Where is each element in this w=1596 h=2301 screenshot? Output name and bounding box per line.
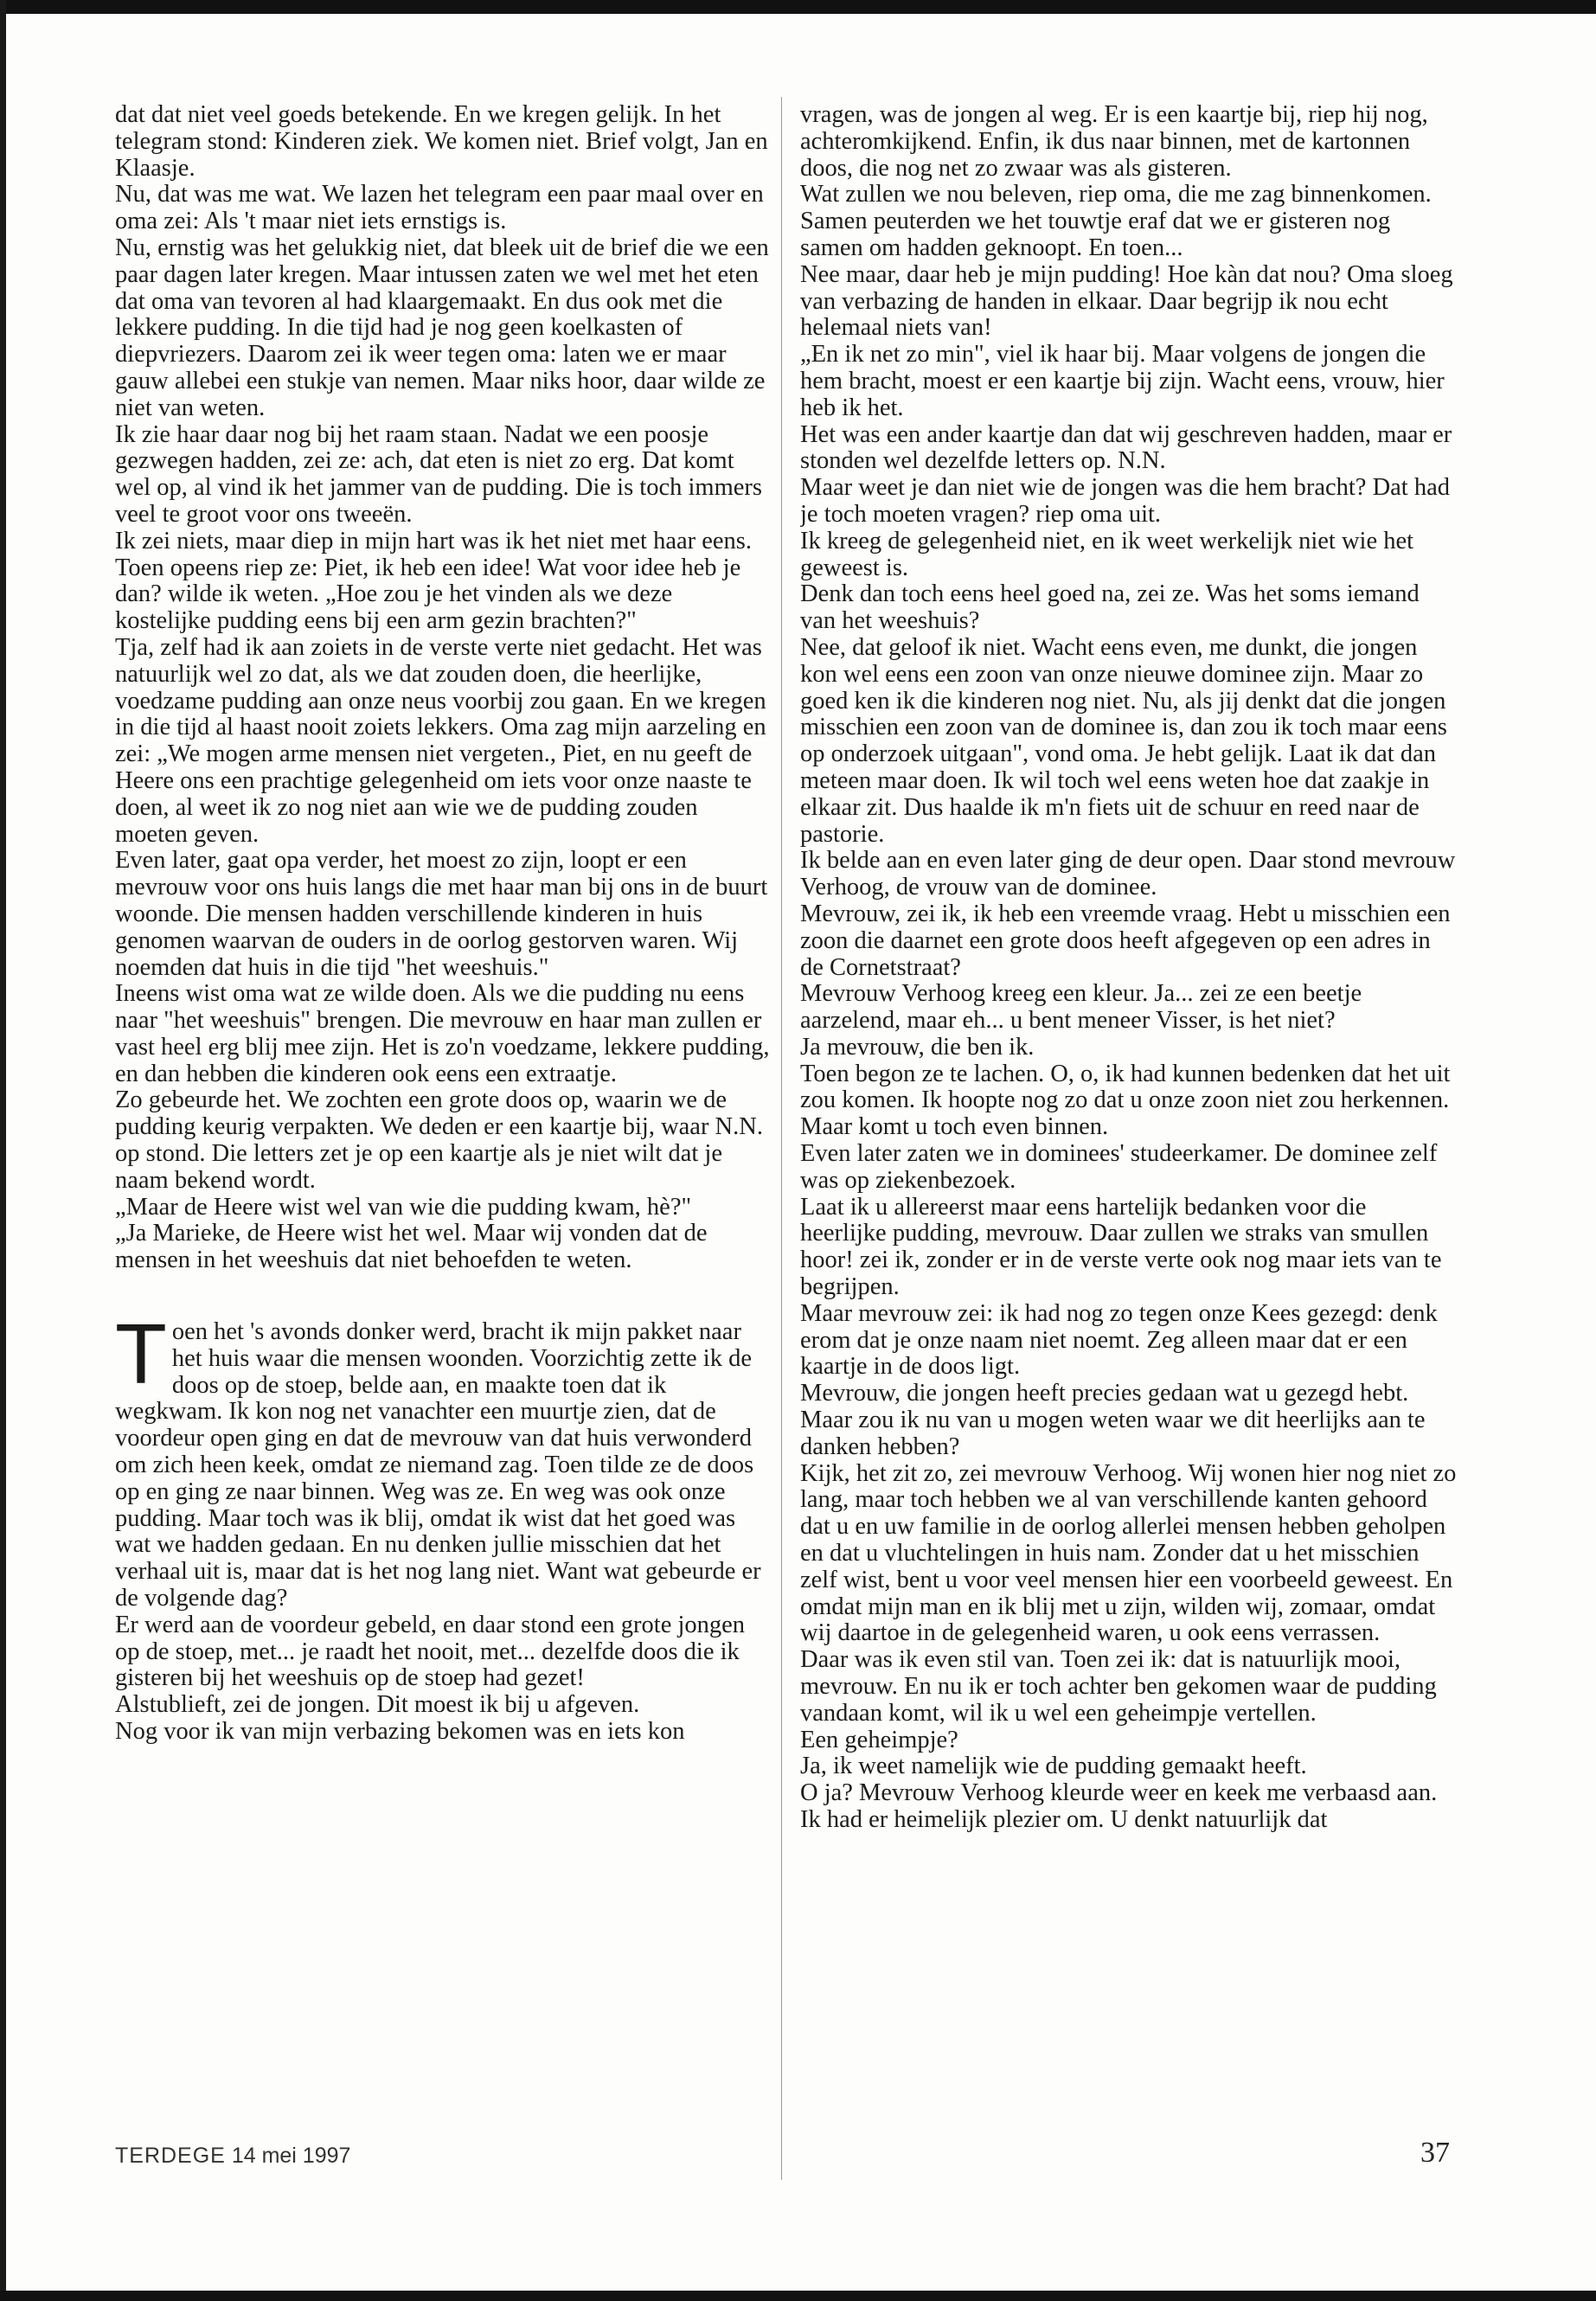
paragraph: Denk dan toch eens heel goed na, zei ze. Was het soms iemand van het weeshuis? <box>800 580 1420 635</box>
paragraph: vragen, was de jongen al weg. Er is een kaartje bij, riep hij nog, achteromkijkend. Enfin, ik dus naar binnen, met de kartonnen doos, die nog net zo zwaar was als gisteren. <box>800 102 1428 182</box>
scan-border-bottom <box>0 2291 1596 2301</box>
paragraph: Ja, ik weet namelijk wie de pudding gemaakt heeft. <box>800 1753 1307 1780</box>
paragraph: Tja, zelf had ik aan zoiets in de verste verte niet gedacht. Het was natuurlijk wel zo dat, als we dat zouden doen, die heerlijke, voedzame pudding aan onze neus voorbij zou gaan. En we kregen in die tijd al haast nooit zoiets lekkers. Oma zag mijn aarzeling en zei: „We mogen arme mensen niet vergeten., Piet, en nu geeft de Heere ons een prachtige gelegenheid om iets voor onze naaste te doen, al weet ik zo nog niet aan wie we de pudding zouden moeten geven. <box>115 633 766 848</box>
paragraph: Nu, ernstig was het gelukkig niet, dat bleek uit de brief die we een paar dagen later kregen. Maar intussen zaten we wel met het eten dat oma van tevoren al had klaargemaakt. En dus ook met die lekkere pudding. In die tijd had je nog geen koelkasten of diepvriezers. Daarom zei ik weer tegen oma: laten we er maar gauw allebei een stukje van nemen. Maar niks hoor, daar wilde ze niet van weten. <box>115 234 769 421</box>
paragraph: dat dat niet veel goeds betekende. En we kregen gelijk. In het telegram stond: Kinderen ziek. We komen niet. Brief volgt, Jan en Klaasje. <box>115 102 768 182</box>
drop-cap: T <box>115 1306 167 1402</box>
paragraph-with-dropcap <box>115 1306 772 1612</box>
paragraph: Zo gebeurde het. We zochten een grote doos op, waarin we de pudding keurig verpakten. We deden er een kaartje bij, waar N.N. op stond. Die letters zet je op een kaartje als je niet wilt dat je naam bekend wordt. <box>115 1086 763 1194</box>
paragraph: Nu, dat was me wat. We lazen het telegram een paar maal over en oma zei: Als 't maar niet iets ernstigs is. <box>115 181 764 235</box>
paragraph: Nee maar, daar heb je mijn pudding! Hoe kàn dat nou? Oma sloeg van verbazing de handen in elkaar. Daar begrijp ik nou echt helemaal niets van! <box>800 260 1453 342</box>
paragraph: Ja mevrouw, die ben ik. <box>800 1033 1035 1061</box>
paragraph: Maar mevrouw zei: ik had nog zo tegen onze Kees gezegd: denk erom dat je onze naam niet noemt. Zeg alleen maar dat er een kaartje in de doos ligt. <box>800 1299 1438 1381</box>
paragraph: Ineens wist oma wat ze wilde doen. Als we die pudding nu eens naar "het weeshuis" brengen. Die mevrouw en haar man zullen er vast heel erg blij mee zijn. Het is zo'n voedzame, lekkere pudding, en dan hebben die kinderen ook eens een extraatje. <box>115 980 770 1087</box>
paragraph: Nee, dat geloof ik niet. Wacht eens even, me dunkt, die jongen kon wel eens een zoon van onze nieuwe dominee zijn. Maar zo goed ken ik die kinderen nog niet. Nu, als jij denkt dat die jongen misschien een zoon van de dominee is, dan zou ik toch maar eens op onderzoek uitgaan", vond oma. Je hebt gelijk. Laat ik dat dan meteen maar doen. Ik wil toch wel eens weten hoe dat zaakje in elkaar zit. Dus haalde ik m'n fiets uit de schuur en reed naar de pastorie. <box>800 633 1447 848</box>
paragraph: Laat ik u allereerst maar eens hartelijk bedanken voor die heerlijke pudding, mevrouw. Daar zullen we straks van smullen hoor! zei ik, zonder er in de verste verte ook nog maar iets van te begrijpen. <box>800 1193 1442 1301</box>
paragraph: Er werd aan de voordeur gebeld, en daar stond een grote jongen op de stoep, met... je raadt het nooit, met... dezelfde doos die ik gisteren bij het weeshuis op de stoep had gezet! <box>115 1611 746 1692</box>
paragraph: Maar weet je dan niet wie de jongen was die hem bracht? Dat had je toch moeten vragen? riep oma uit. <box>800 474 1450 528</box>
page-number: 37 <box>1420 2137 1450 2169</box>
paragraph: Mevrouw Verhoog kreeg een kleur. Ja... zei ze een beetje aarzelend, maar eh... u bent meneer Visser, is het niet? <box>800 980 1362 1035</box>
paragraph: Mevrouw, die jongen heeft precies gedaan wat u gezegd hebt. Maar zou ik nu van u mogen weten waar we dit heerlijks aan te danken hebben? <box>800 1380 1426 1460</box>
paragraph: Ik kreeg de gelegenheid niet, en ik weet werkelijk niet wie het geweest is. <box>800 527 1414 581</box>
paragraph: Kijk, het zit zo, zei mevrouw Verhoog. Wij wonen hier nog niet zo lang, maar toch hebben we al van verschillende kanten gehoord dat u en uw familie in de oorlog allerlei mensen hebben geholpen en dat u vluchtelingen in huis nam. Zonder dat u het misschien zelf wist, bent u voor veel mensen hier een voorbeeld geweest. En omdat mijn man en ik blij met u zijn, wilden wij, zomaar, omdat wij daartoe in de gelegenheid waren, u ook eens verrassen. <box>800 1459 1457 1647</box>
paragraph: Het was een ander kaartje dan dat wij geschreven hadden, maar er stonden wel dezelfde letters op. N.N. <box>800 420 1452 475</box>
paragraph: Mevrouw, zei ik, ik heb een vreemde vraag. Hebt u misschien een zoon die daarnet een grote doos heeft afgegeven op een adres in de Cornetstraat? <box>800 900 1451 981</box>
paragraph: Ik belde aan en even later ging de deur open. Daar stond mevrouw Verhoog, de vrouw van de dominee. <box>800 847 1456 901</box>
paragraph: Daar was ik even stil van. Toen zei ik: dat is natuurlijk mooi, mevrouw. En nu ik er toch achter ben gekomen waar de pudding vandaan komt, wil ik u wel een geheimpje vertellen. <box>800 1646 1437 1727</box>
paragraph-text: oen het 's avonds donker werd, bracht ik mijn pakket naar het huis waar die mensen woonden. Voorzichtig zette ik de doos op de stoep, belde aan, en maakte toen dat ik wegkwam. Ik kon nog net vanachter een muurtje zien, dat de voordeur open ging en dat de mevrouw van dat huis verwonderd om zich heen keek, omdat ze niemand zag. Toen tilde ze de doos op en ging ze naar binnen. Weg was ze. En weg was ook onze pudding. Maar toch was ik blij, omdat ik wist dat het goed was wat we hadden gedaan. En nu denken jullie misschien dat het verhaal uit is, maar dat is het nog lang niet. Want wat gebeurde er de volgende dag? <box>115 1318 761 1612</box>
paragraph: Even later, gaat opa verder, het moest zo zijn, loopt er een mevrouw voor ons huis langs die met haar man bij ons in de buurt woonde. Die mensen hadden verschillende kinderen in huis genomen waarvan de ouders in de oorlog gestorven waren. Wij noemden dat huis in die tijd "het weeshuis." <box>115 847 768 981</box>
paragraph: Wat zullen we nou beleven, riep oma, die me zag binnenkomen. Samen peuterden we het touwtje eraf dat we er gisteren nog samen om hadden geknoopt. En toen... <box>800 181 1432 261</box>
right-column <box>800 102 1458 2161</box>
paragraph: „Ja Marieke, de Heere wist het wel. Maar wij vonden dat de mensen in het weeshuis dat niet behoefden te weten. <box>115 1220 708 1274</box>
paragraph: Even later zaten we in dominees' studeerkamer. De dominee zelf was op ziekenbezoek. <box>800 1140 1438 1194</box>
paragraph: Ik zei niets, maar diep in mijn hart was ik het niet met haar eens. Toen opeens riep ze: Piet, ik heb een idee! Wat voor idee heb je dan? wilde ik weten. „Hoe zou je het vinden als we deze kostelijke pudding eens bij een arm gezin brachten?" <box>115 527 753 635</box>
paragraph: Een geheimpje? <box>800 1726 958 1753</box>
scan-border-top <box>0 0 1596 14</box>
footer-publication <box>115 2144 350 2169</box>
issue-date: 14 mei 1997 <box>231 2144 351 2168</box>
paragraph: „En ik net zo min", viel ik haar bij. Maar volgens de jongen die hem bracht, moest er een kaartje bij zijn. Wacht eens, vrouw, hier heb ik het. <box>800 341 1445 421</box>
paragraph: Nog voor ik van mijn verbazing bekomen was en iets kon <box>115 1718 685 1746</box>
section-break <box>115 1274 772 1319</box>
paragraph: Toen begon ze te lachen. O, o, ik had kunnen bedenken dat het uit zou komen. Ik hoopte nog zo dat u onze zoon niet zou herkennen. Maar komt u toch even binnen. <box>800 1060 1451 1141</box>
paragraph: Ik zie haar daar nog bij het raam staan. Nadat we een poosje gezwegen hadden, zei ze: ach, dat eten is niet zo erg. Dat komt wel op, al vind ik het jammer van de pudding. Die is toch immers veel te groot voor ons tweeën. <box>115 420 762 528</box>
scan-border-left <box>0 0 6 2301</box>
paragraph: Alstublieft, zei de jongen. Dit moest ik bij u afgeven. <box>115 1691 640 1719</box>
left-column <box>115 102 772 2161</box>
paragraph: O ja? Mevrouw Verhoog kleurde weer en keek me verbaasd aan. Ik had er heimelijk plezier om. U denkt natuurlijk dat <box>800 1779 1438 1833</box>
column-divider <box>781 97 782 2180</box>
magazine-name: TERDEGE <box>115 2144 226 2168</box>
paragraph: „Maar de Heere wist wel van wie die pudding kwam, hè?" <box>115 1193 692 1221</box>
